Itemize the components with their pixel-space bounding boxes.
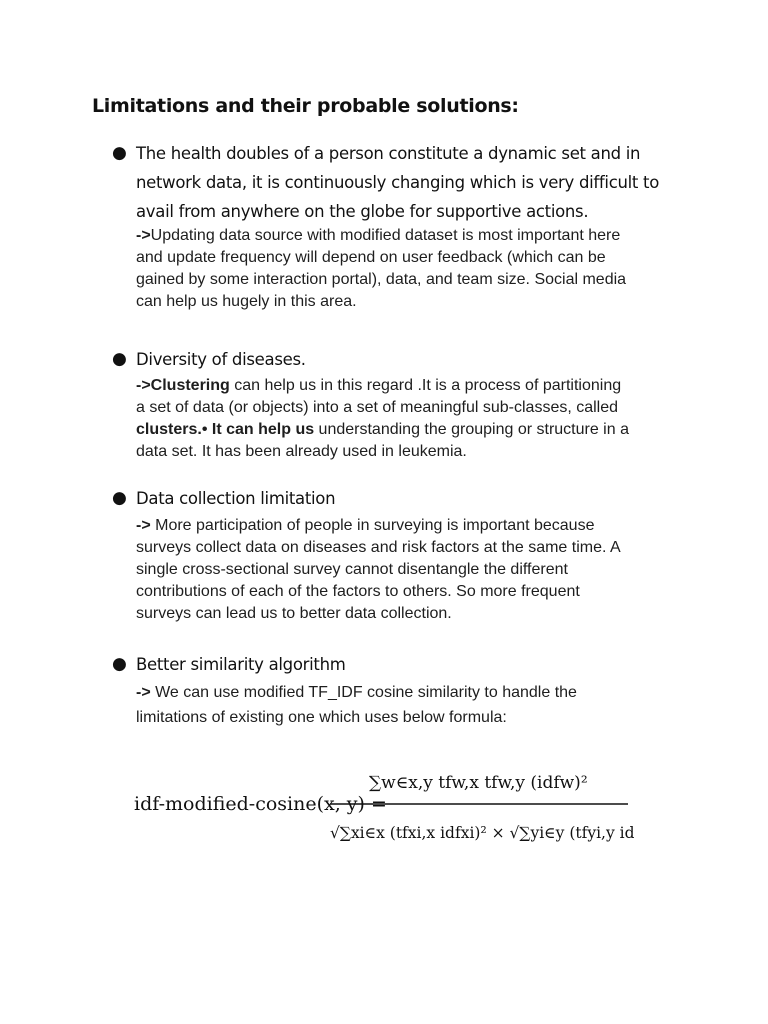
- item-solution: ->Updating data source with modified dataset is most important here and update frequency will depend on user feedback (which can be gained by some interaction portal), data, and team size. Social media can help us hugely in this area.: [136, 227, 627, 310]
- formula-lhs: idf-modified-cosine(x, y) =: [134, 793, 387, 815]
- formula-graphic: [134, 758, 634, 858]
- item-title: Diversity of diseases.: [136, 350, 306, 369]
- bullet-icon: ●: [112, 488, 127, 508]
- section-heading: Limitations and their probable solutions:: [92, 95, 519, 117]
- item-solution: -> More participation of people in surveying is important because surveys collect data on diseases and risk factors at the same time. A single cross-sectional survey cannot disentangle the different contributions of each of the factors to others. So more frequent surveys can lead us to better data collection.: [136, 517, 621, 622]
- bullet-icon: ●: [112, 349, 127, 369]
- bullet-icon: ●: [112, 143, 127, 163]
- item-solution: ->Clustering can help us in this regard .It is a process of partitioning a set of data (or objects) into a set of meaningful sub-classes, called clusters.• It can help us understanding the grouping or structure in a data set. It has been already used in leukemia.: [136, 377, 629, 460]
- item-title: Data collection limitation: [136, 489, 336, 508]
- formula-numerator: ∑w∈x,y tfw,x tfw,y (idfw)²: [369, 773, 588, 793]
- formula-denominator: √∑xi∈x (tfxi,x idfxi)² × √∑yi∈y (tfyi,y idfyi)²: [330, 824, 634, 842]
- idf-modified-cosine-formula: [134, 758, 634, 858]
- item-title: The health doubles of a person constitute a dynamic set and in network data, it is continuously changing which is very difficult to avail from anywhere on the globe for supportive actions.: [136, 144, 659, 221]
- item-title: Better similarity algorithm: [136, 655, 346, 674]
- bullet-icon: ●: [112, 654, 127, 674]
- item-solution: -> We can use modified TF_IDF cosine similarity to handle the limitations of existing one which uses below formula:: [136, 684, 577, 726]
